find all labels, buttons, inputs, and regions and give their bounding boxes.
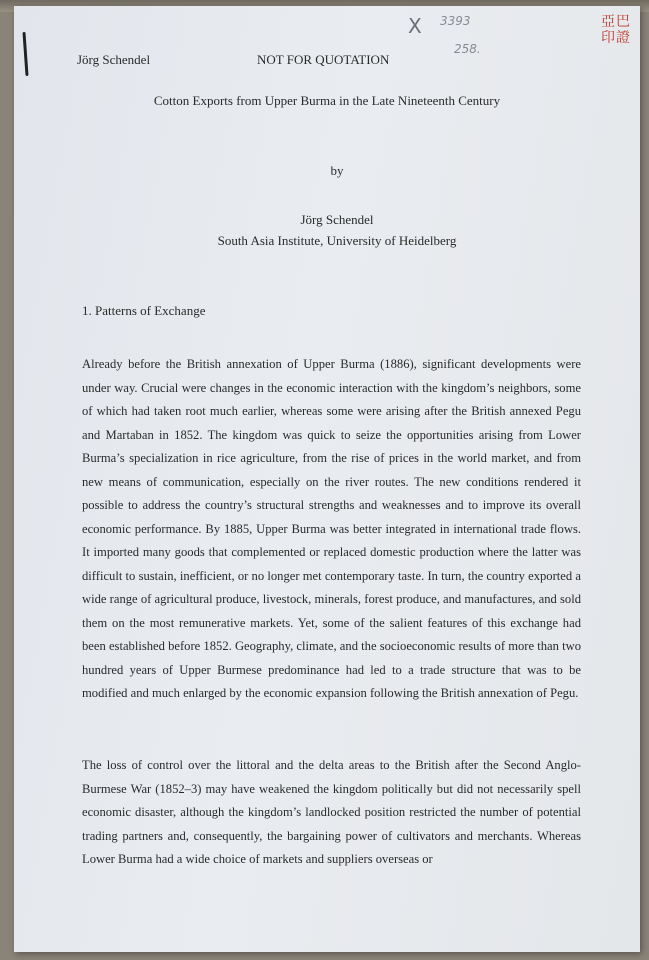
byline-by: by <box>330 163 344 178</box>
red-stamp: 亞巴印證 <box>601 14 631 46</box>
section-heading: 1. Patterns of Exchange <box>82 303 206 318</box>
paper-title: Cotton Exports from Upper Burma in the Late Nineteenth Century <box>153 93 501 108</box>
header-note: NOT FOR QUOTATION <box>257 52 390 67</box>
body-paragraph: The loss of control over the littoral and the delta areas to the British after the Second Anglo-Burmese War (1852–3) may have weakened the kingdom politically but did not necessarily spell economic disaster, although the kingdom’s landlocked position restricted the number of potential trading partners and, consequently, the bargaining power of cultivators and merchants. Whereas Lower Burma had a wide choice of markets and suppliers overseas or <box>82 758 581 866</box>
pen-stroke-mark <box>22 32 28 76</box>
byline-affiliation: South Asia Institute, University of Heidelberg <box>217 233 457 248</box>
byline-author: Jörg Schendel <box>300 212 374 227</box>
document-page <box>14 6 640 952</box>
handwritten-x-mark: X <box>408 14 422 38</box>
header-author: Jörg Schendel <box>77 52 151 67</box>
body-paragraph: Already before the British annexation of Upper Burma (1886), significant developments were under way. Crucial were changes in the economic interaction with the kingdom’s neighbors, some of which had taken root much earlier, whereas some were arising after the British annexed Pegu and Martaban in 1852. The kingdom was quick to seize the opportunities arising from Lower Burma’s specialization in rice agriculture, from the rise of prices in the world market, and from new means of communication, especially on the river routes. The new conditions rendered it possible to address the country’s structural strengths and weaknesses and to improve its overall economic performance. By 1885, Upper Burma was better integrated in international trade flows. It imported many goods that complemented or replaced domestic production where the latter was difficult to sustain, inefficient, or no longer met contemporary taste. In turn, the country exported a wide range of agricultural produce, livestock, minerals, forest produce, and manufactures, and sold them on the most remunerative markets. Yet, some of the salient features of this exchange had been established before 1852. Geography, climate, and the socioeconomic results of more than two hundred years of Upper Burmese predominance had led to a trade structure that was to be modified and much enlarged by the economic expansion following the British annexation of Pegu. <box>82 357 581 700</box>
handwritten-number-1: 3393 <box>440 14 471 28</box>
handwritten-number-2: 258. <box>454 42 481 56</box>
